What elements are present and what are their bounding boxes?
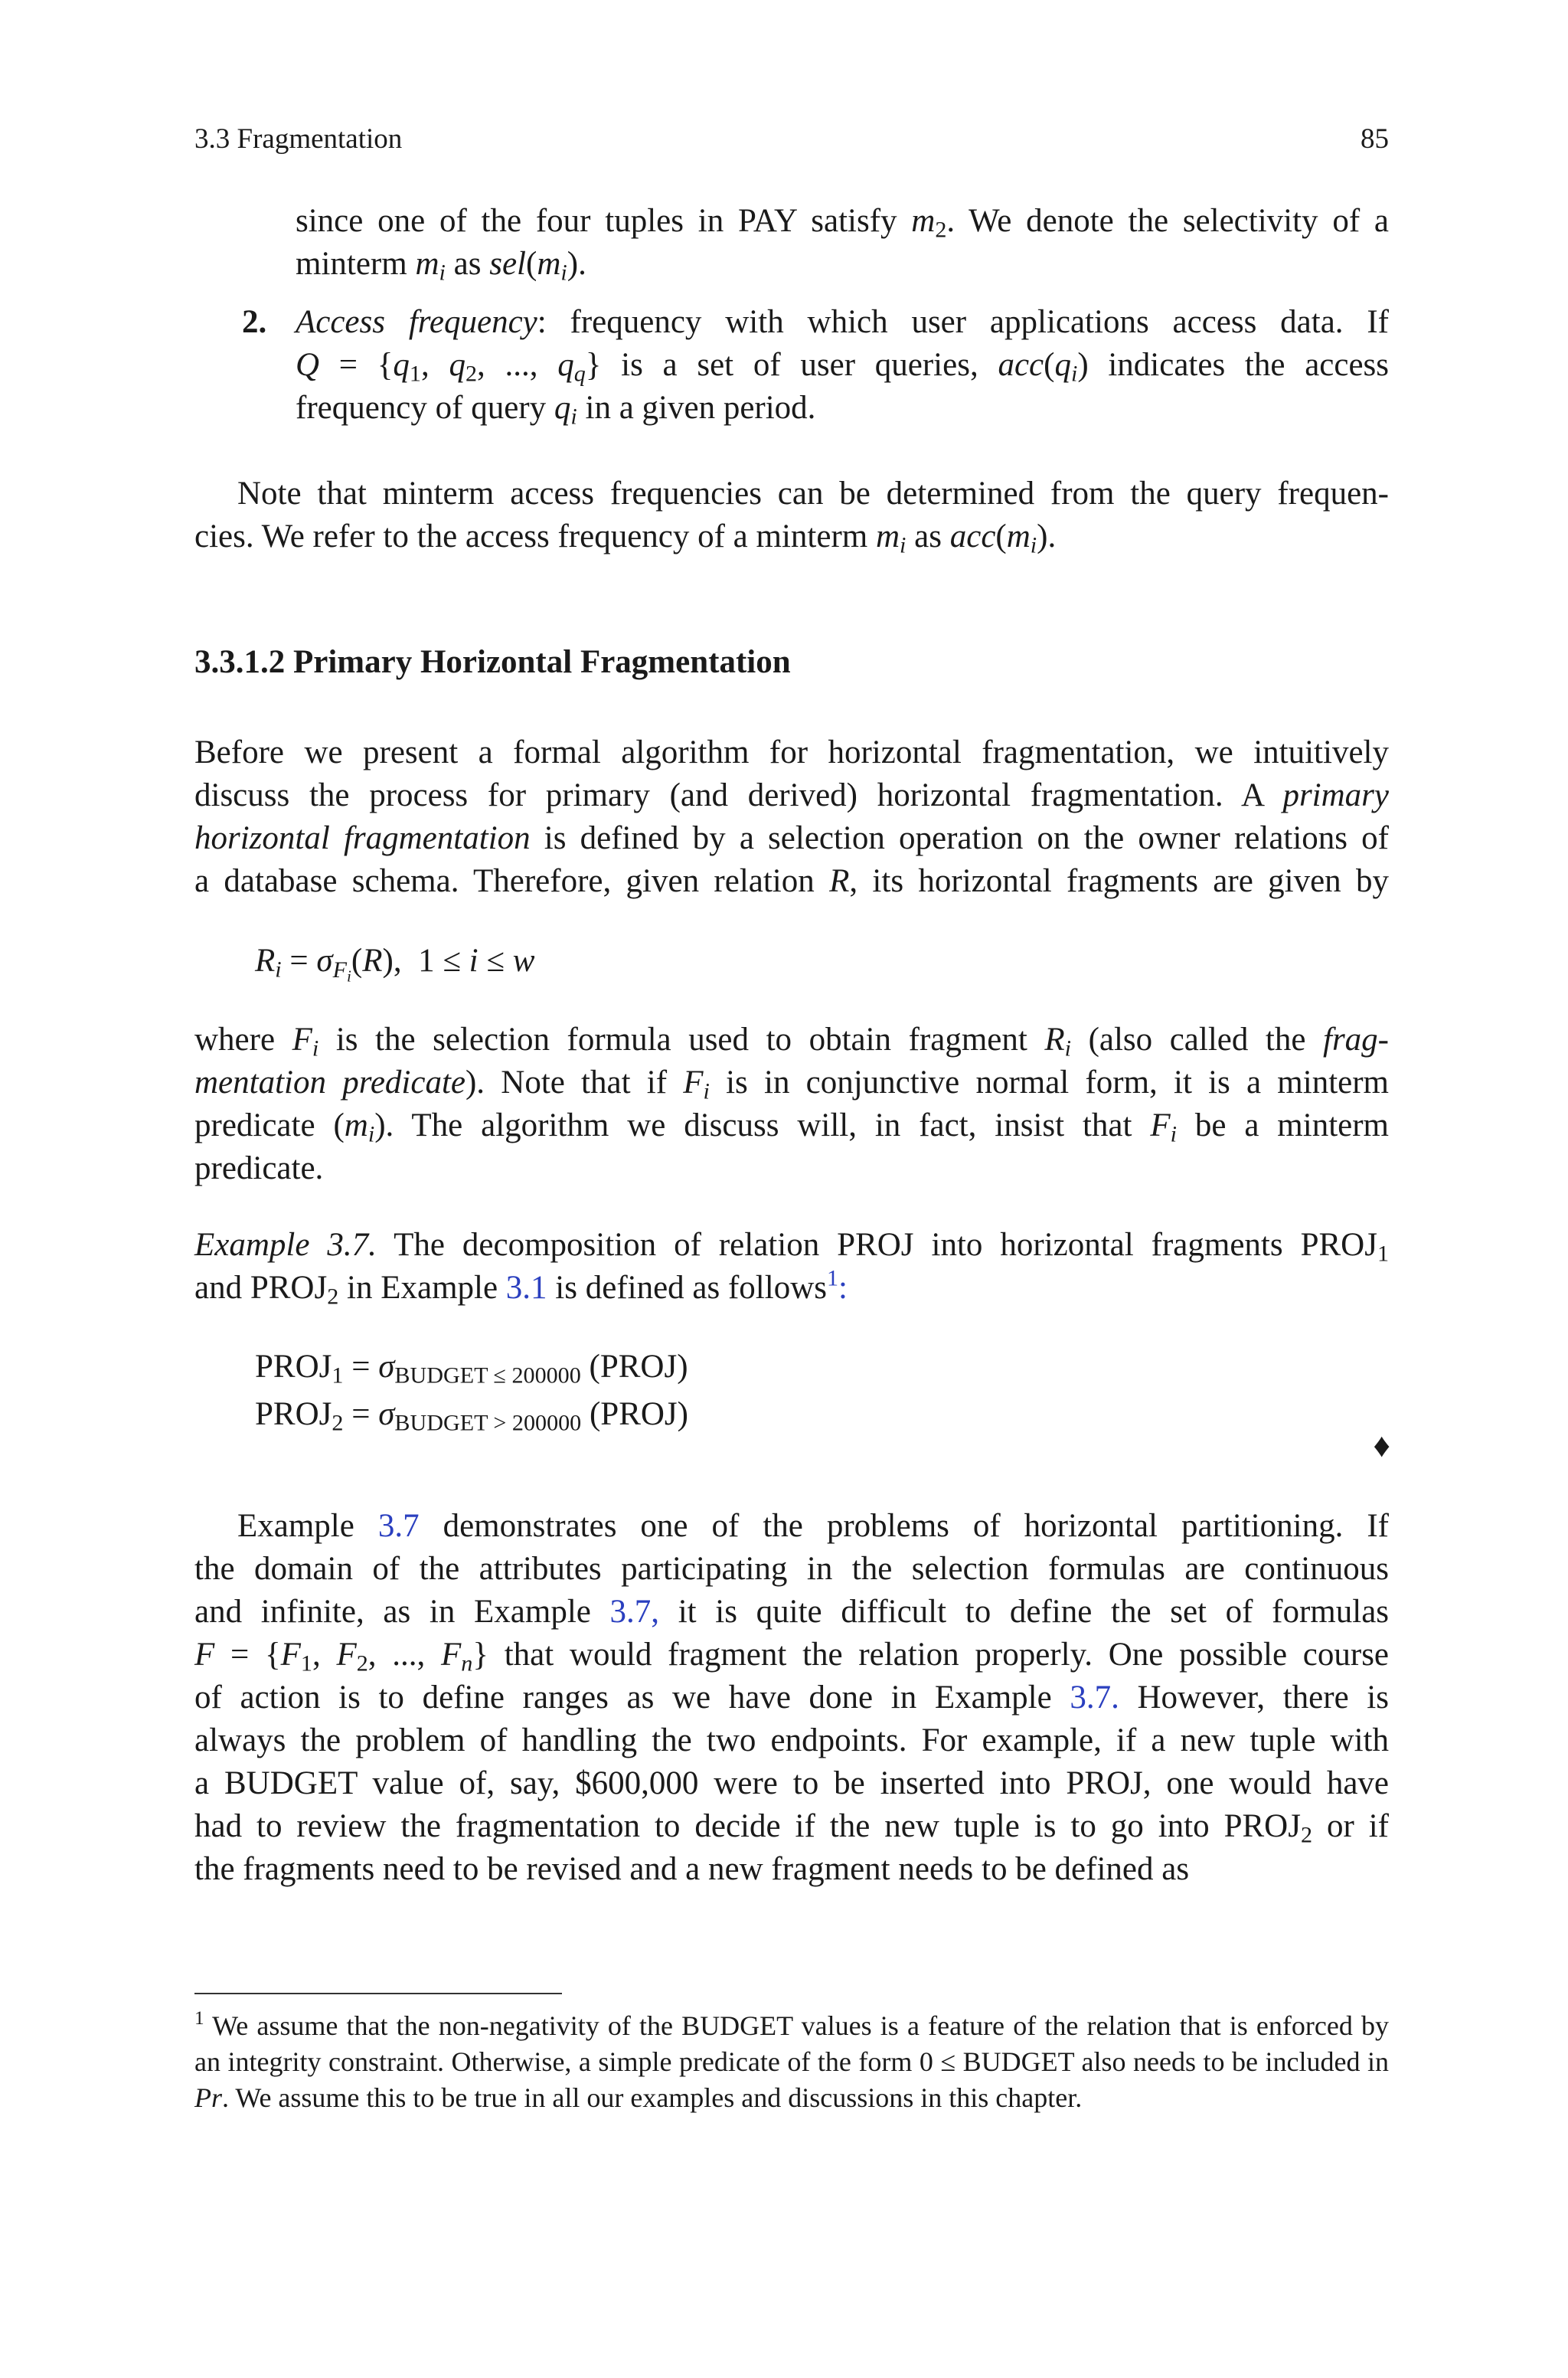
- example-link-3-1[interactable]: 3.1: [505, 1270, 547, 1306]
- example-3-7: [194, 1224, 1389, 1310]
- text-line: $F = \{F_1$, $F_2$, ..., $F_n$} that would fragment the relation properly. One possible course: [194, 1637, 1390, 1676]
- text-line: a database schema. Therefore, given relation R, its horizontal fragments are given by: [194, 863, 1389, 899]
- footnote: $^1$ We assume that the non-negativity of the BUDGET values is a feature of the relation that is enforced by an integrity constraint. Otherwise, a simple predicate of the form 0 ≤ BUDGET also needs to be included in Pr. We assume this to be true in all our examples and discussions in this chapter.: [194, 2008, 1389, 2113]
- footnote-marker: 1: [194, 2008, 204, 2030]
- footnote-ref-link[interactable]: 1: [826, 1264, 839, 1291]
- text-line: always the problem of handling the two endpoints. For example, if a new tuple with: [194, 1722, 1389, 1758]
- text-line: predicate.: [194, 1150, 324, 1186]
- note-paragraph: [194, 473, 1389, 558]
- formula-proj1: $PROJ_1 = \sigma_{BUDGET \le 200000}$ (PROJ): [255, 1349, 688, 1389]
- example-formulas: [255, 1343, 688, 1438]
- text-line: minterm $m_i$ as $sel(m_i)$.: [296, 246, 586, 286]
- list-item-number: 2.: [242, 304, 267, 340]
- list-item-access-frequency: [296, 301, 1389, 430]
- discussion-paragraph: [194, 1505, 1389, 1891]
- example-label: Example 3.7.: [194, 1227, 377, 1263]
- text-line: of action is to define ranges as we have done in Example 3.7. However, there is: [194, 1680, 1389, 1716]
- text-line: Note that minterm access frequencies can be determined from the query frequen-: [237, 476, 1389, 512]
- text-line: where $F_i$ is the selection formula used to obtain fragment $R_i$ (also called the frag-: [194, 1022, 1389, 1061]
- text-line: horizontal fragmentation is defined by a selection operation on the owner relations of: [194, 820, 1390, 856]
- text-line: frequency of query $q_i$ in a given period.: [296, 390, 816, 430]
- section-heading: 3.3.1.2 Primary Horizontal Fragmentation: [194, 644, 791, 680]
- text-line: Access frequency: frequency with which user applications access data. If: [296, 304, 1389, 340]
- running-header: [194, 123, 1389, 155]
- formula-horizontal-fragment: $R_i = \sigma_{F_i}(R)$, 1 ≤ i ≤ w: [255, 943, 535, 985]
- text-line: the domain of the attributes participating in the selection formulas are continuous: [194, 1551, 1389, 1587]
- text-line: Example 3.7 demonstrates one of the problems of horizontal partitioning. If: [237, 1508, 1389, 1544]
- example-link-3-7[interactable]: 3.7: [377, 1508, 420, 1544]
- header-page-number: 85: [1361, 123, 1389, 155]
- where-paragraph: [194, 1019, 1389, 1190]
- footnote-rule: [194, 1993, 562, 1994]
- term-access-frequency: Access frequency: [296, 304, 537, 340]
- end-of-example-mark: ♦: [1373, 1427, 1390, 1464]
- text-line: $Q = \{q_1$, $q_2$, ..., $q_q$} is a set of user queries, $acc(q_i)$ indicates the access: [296, 347, 1389, 387]
- text-line: and infinite, as in Example 3.7, it is quite difficult to define the set of formulas: [194, 1594, 1390, 1630]
- text-line: Before we present a formal algorithm for horizontal fragmentation, we intuitively: [194, 734, 1389, 770]
- example-link-3-7[interactable]: 3.7.: [1070, 1680, 1119, 1716]
- text-line: and $PROJ_2$ in Example 3.1 is defined as follows$^1$:: [194, 1264, 848, 1310]
- text-line: cies. We refer to the access frequency of a minterm $m_i$ as $acc(m_i)$.: [194, 518, 1057, 558]
- intro-paragraph: [194, 731, 1389, 903]
- text-line: a BUDGET value of, say, $600,000 were to be inserted into PROJ, one would have: [194, 1765, 1389, 1801]
- text-line: discuss the process for primary (and derived) horizontal fragmentation. A primary: [194, 777, 1389, 813]
- example-link-3-7[interactable]: 3.7,: [609, 1594, 660, 1630]
- text-line: mentation predicate). Note that if $F_i$ is in conjunctive normal form, it is a minterm: [194, 1065, 1389, 1104]
- item1-continuation: [296, 200, 1389, 286]
- text-line: Example 3.7. The decomposition of relation PROJ into horizontal fragments $PROJ_1$: [194, 1227, 1390, 1267]
- formula-proj2: $PROJ_2 = \sigma_{BUDGET > 200000}$ (PROJ): [255, 1396, 688, 1436]
- text-line: the fragments need to be revised and a new fragment needs to be defined as: [194, 1851, 1190, 1887]
- header-section: 3.3 Fragmentation: [194, 123, 403, 155]
- text-line: predicate $(m_i)$. The algorithm we discuss will, in fact, insist that $F_i$ be a minterm: [194, 1107, 1389, 1147]
- text-line: had to review the fragmentation to decide if the new tuple is to go into $PROJ_2$ or if: [194, 1808, 1389, 1848]
- text-line: since one of the four tuples in PAY satisfy $m_2$. We denote the selectivity of a: [296, 203, 1389, 243]
